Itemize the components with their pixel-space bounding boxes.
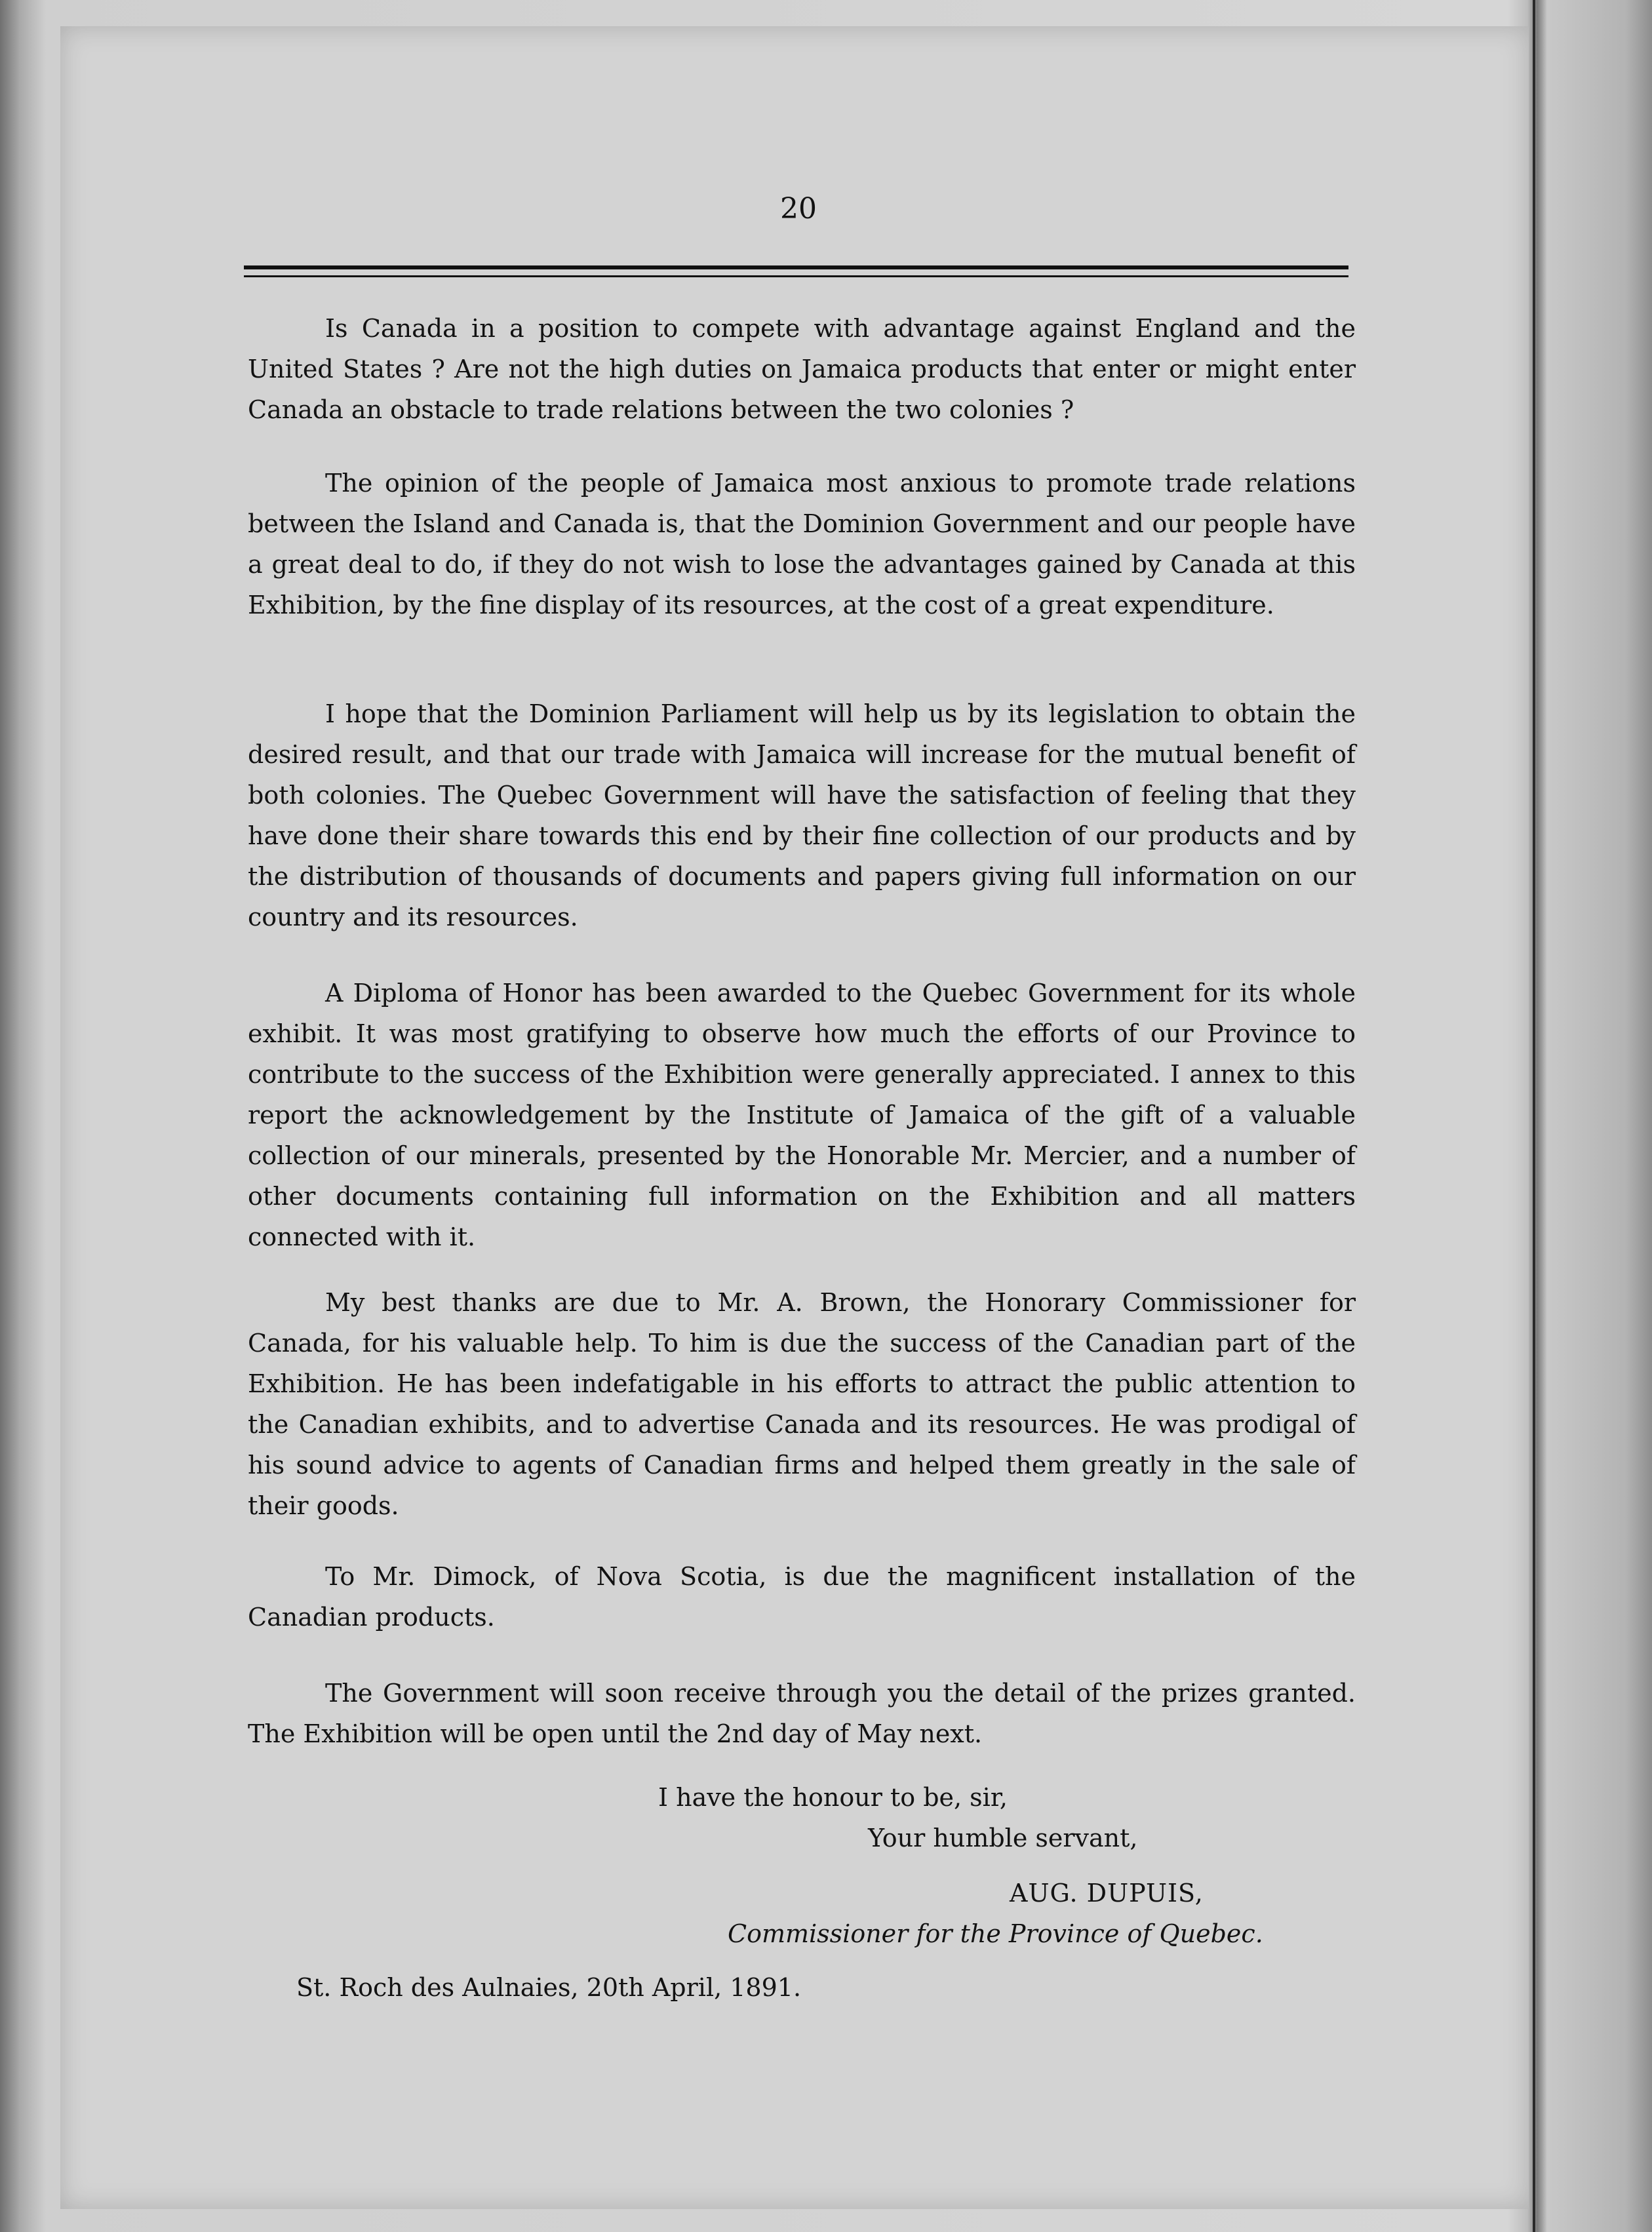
paragraph-6: To Mr. Dimock, of Nova Scotia, is due the magnificent installation of the Canadian products.	[248, 1562, 1356, 1632]
page-number: 20	[780, 192, 817, 225]
paragraph-3: I hope that the Dominion Parliament will help us by its legislation to obtain the desired result, and that our trade with Jamaica will increase for the mutual benefit of both colonies. The Quebec Government will have the satisfaction of feeling that they have done their share towards this end by their fine collection of our products and by the distribution of thousands of documents and papers giving full information on our country and its resources.	[248, 699, 1356, 931]
paragraph-5: My best thanks are due to Mr. A. Brown, the Honorary Commissioner for Canada, for his valuable help. To him is due the success of the Canadian part of the Exhibition. He has been indefatigable in his efforts to attract the public attention to the Canadian exhibits, and to advertise Canada and its resources. He was prodigal of his sound advice to agents of Canadian firms and helped them greatly in the sale of their goods.	[248, 1288, 1356, 1520]
paragraph-4: A Diploma of Honor has been awarded to the Quebec Government for its whole exhibit. It was most gratifying to observe how much the efforts of our Province to contribute to the success of the Exhibition were generally appreciated. I annex to this report the acknowledgement by the Institute of Jamaica of the gift of a valuable collection of our minerals, presented by the Honorable Mr. Mercier, and a number of other documents containing full information on the Exhibition and all matters connected with it.	[248, 979, 1356, 1251]
binding-edge	[1533, 0, 1535, 2232]
closing-servant: Your humble servant,	[868, 1824, 1138, 1852]
paragraph-1: Is Canada in a position to compete with advantage against England and the United States ? Are not the high duties on Jamaica products that enter or might enter Canada an obstacle to trade relations between the two colonies ?	[248, 314, 1356, 424]
closing-salutation: I have the honour to be, sir,	[658, 1783, 1008, 1812]
header-rule-thin	[244, 275, 1348, 277]
signature-title: Commissioner for the Province of Quebec.	[728, 1919, 1263, 1948]
header-rule-thick	[244, 265, 1348, 269]
paragraph-2: The opinion of the people of Jamaica most anxious to promote trade relations between the Island and Canada is, that the Dominion Government and our people have a great deal to do, if they do not wish to lose the advantages gained by Canada at this Exhibition, by the fine display of its resources, at the cost of a great expenditure.	[248, 469, 1356, 619]
place-and-date: St. Roch des Aulnaies, 20th April, 1891.	[296, 1973, 802, 2002]
paragraph-7: The Government will soon receive through you the detail of the prizes granted. The Exhibition will be open until the 2nd day of May next.	[248, 1679, 1356, 1748]
signature-name: AUG. DUPUIS,	[1010, 1879, 1204, 1908]
